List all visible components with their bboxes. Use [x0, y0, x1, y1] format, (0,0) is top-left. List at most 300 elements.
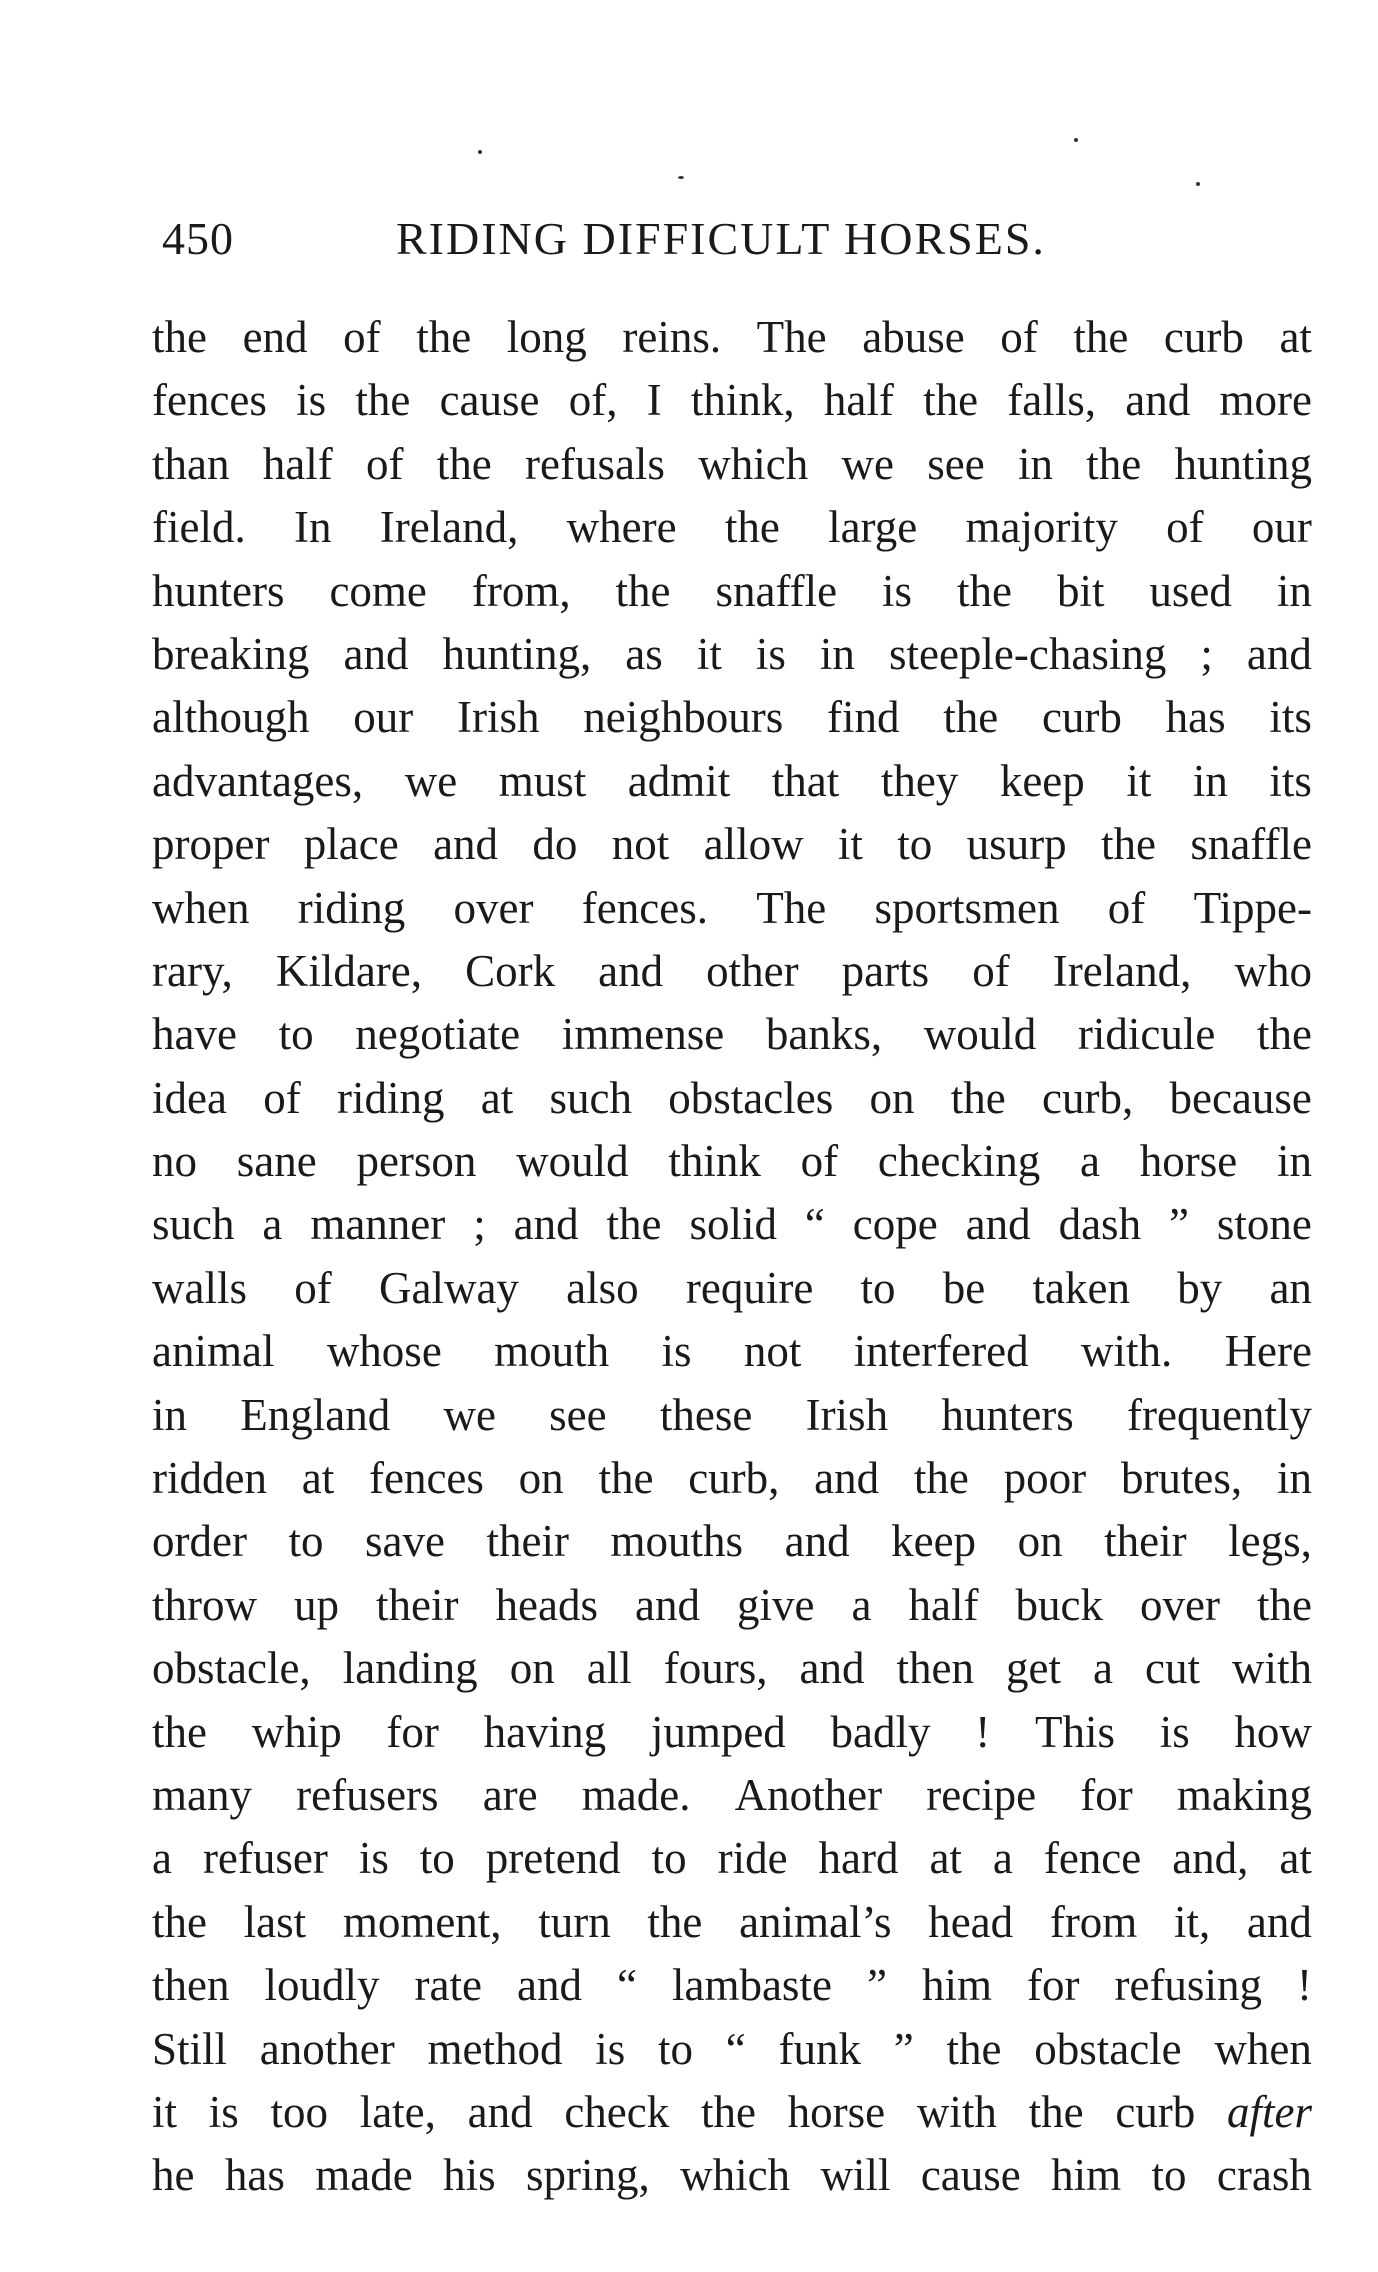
word: ridicule: [1077, 1009, 1216, 1060]
word: with.: [1080, 1326, 1173, 1377]
word: obstacles: [668, 1072, 834, 1123]
word: an: [1269, 1262, 1312, 1313]
word: dash: [1058, 1199, 1142, 1250]
text-line: [152, 750, 1312, 813]
text-line: [152, 1954, 1312, 2017]
word: immense: [561, 1009, 725, 1060]
text-line: [152, 1574, 1312, 1637]
word: field.: [152, 502, 246, 553]
word: on: [518, 1453, 564, 1504]
word: cause: [439, 375, 540, 426]
word: manner: [310, 1199, 446, 1250]
word: end: [242, 312, 308, 362]
word: Cork: [465, 945, 556, 996]
word: hunting: [1174, 438, 1312, 489]
word: a: [992, 1833, 1013, 1884]
word: the: [724, 502, 780, 553]
running-head: [162, 212, 1312, 272]
word: up: [294, 1579, 340, 1630]
word: the: [943, 692, 999, 743]
word: legs,: [1228, 1516, 1312, 1567]
word: ”: [1169, 1199, 1189, 1250]
word: and: [1246, 1896, 1312, 1947]
word: many: [152, 1769, 252, 1820]
word: large: [828, 502, 918, 553]
word: is: [1159, 1706, 1190, 1757]
word: its: [1269, 692, 1312, 743]
body-text: [152, 306, 1312, 2208]
word: made: [315, 2150, 413, 2201]
word: a: [1092, 1643, 1113, 1694]
word: England: [240, 1389, 391, 1440]
text-line: [152, 1827, 1312, 1890]
word: Here: [1224, 1326, 1312, 1377]
word: parts: [841, 945, 930, 996]
word: throw: [152, 1579, 257, 1630]
word: which: [698, 438, 809, 489]
word: when: [1214, 2023, 1312, 2074]
word: has: [1165, 692, 1226, 743]
word: poor: [1003, 1453, 1087, 1504]
word: it: [1126, 755, 1152, 806]
word: must: [498, 755, 587, 806]
word: sportsmen: [874, 882, 1060, 933]
word: more: [1219, 375, 1312, 426]
word: hunters: [152, 565, 285, 616]
word: find: [826, 692, 900, 743]
word: hard: [818, 1833, 899, 1884]
word: in: [1276, 1136, 1312, 1187]
word: at: [1279, 1833, 1312, 1884]
word: as: [625, 628, 663, 679]
word: it: [696, 628, 722, 679]
word: the: [923, 375, 979, 426]
word: other: [706, 945, 799, 996]
word: check: [564, 2086, 670, 2137]
word: and,: [1172, 1833, 1249, 1884]
word: and: [784, 1516, 850, 1567]
word: in: [1192, 755, 1228, 806]
word: keep: [891, 1516, 977, 1567]
word: who: [1234, 945, 1312, 996]
word: having: [483, 1706, 607, 1757]
word: riding: [336, 1072, 445, 1123]
word: will: [820, 2150, 891, 2201]
word: cause: [920, 2150, 1021, 2201]
scan-speck: [478, 150, 482, 154]
word: ridden: [152, 1453, 267, 1504]
word: is: [661, 1326, 692, 1377]
word: on: [869, 1072, 915, 1123]
word: badly: [830, 1706, 931, 1757]
word: on: [1017, 1516, 1063, 1567]
word: him: [1051, 2150, 1122, 2201]
word: cope: [852, 1199, 938, 1250]
word: at: [929, 1833, 962, 1884]
word: curb: [1115, 2086, 1196, 2137]
word: no: [152, 1136, 197, 1187]
word: curb,: [1042, 1072, 1134, 1123]
word: of: [800, 1136, 839, 1187]
text-line: [152, 496, 1312, 559]
word: “: [725, 2023, 746, 2074]
word: recipe: [926, 1769, 1037, 1820]
word: fences.: [581, 882, 708, 933]
word: it: [837, 819, 863, 870]
word: interfered: [853, 1326, 1029, 1377]
word: I: [646, 375, 662, 426]
word: in: [152, 1389, 188, 1440]
word: see: [927, 438, 985, 489]
word: fences: [368, 1453, 484, 1504]
word: over: [453, 882, 534, 933]
word: with: [916, 2086, 997, 2137]
word: the: [700, 2086, 756, 2137]
text-line: [152, 940, 1312, 1003]
word: the: [615, 565, 671, 616]
word: the: [1086, 438, 1142, 489]
word: in: [1276, 565, 1312, 616]
word: of: [294, 1262, 332, 1313]
word: is: [755, 628, 786, 679]
word: Still: [152, 2023, 228, 2074]
word: and: [814, 1453, 880, 1504]
word: to: [278, 1009, 314, 1060]
word: get: [1005, 1643, 1061, 1694]
word: Irish: [805, 1389, 889, 1440]
scan-speck: [1196, 182, 1200, 186]
word: is: [595, 2023, 626, 2074]
word: proper: [152, 819, 270, 870]
word: of: [1107, 882, 1146, 933]
word: landing: [342, 1643, 478, 1694]
word: neighbours: [583, 692, 784, 743]
word: because: [1169, 1072, 1312, 1123]
word: our: [1251, 502, 1312, 553]
word: fences: [152, 375, 267, 426]
word: the: [416, 312, 472, 362]
word: how: [1234, 1706, 1312, 1757]
word: mouths: [610, 1516, 744, 1567]
word: Another: [734, 1769, 883, 1820]
word: pretend: [485, 1833, 621, 1884]
text-line: [152, 1257, 1312, 1320]
word: In: [293, 502, 332, 553]
word: the: [598, 1453, 654, 1504]
text-line: [152, 433, 1312, 496]
word: do: [532, 819, 578, 870]
text-line: [152, 2081, 1312, 2144]
word: ;: [1200, 628, 1213, 679]
word: refusing: [1114, 1960, 1262, 2011]
word: The: [756, 312, 827, 362]
word: of: [1000, 312, 1038, 362]
word: allow: [703, 819, 804, 870]
word: he: [152, 2150, 195, 2201]
word: they: [880, 755, 959, 806]
word: with: [1231, 1643, 1312, 1694]
word: by: [1177, 1262, 1223, 1313]
text-line: [152, 1384, 1312, 1447]
word: cut: [1144, 1643, 1200, 1694]
word: the: [1256, 1009, 1312, 1060]
word: ride: [717, 1833, 788, 1884]
text-line: [152, 1891, 1312, 1954]
word: the: [1028, 2086, 1084, 2137]
word: such: [152, 1199, 235, 1250]
word: the: [1100, 819, 1156, 870]
word: place: [303, 819, 399, 870]
word: whose: [326, 1326, 442, 1377]
word: heads: [495, 1579, 598, 1630]
word: spring,: [525, 2150, 650, 2201]
word: then: [896, 1643, 974, 1694]
word: a: [152, 1833, 172, 1884]
word: Ireland,: [1052, 945, 1192, 996]
word: curb,: [688, 1453, 780, 1504]
word: snaffle: [1190, 819, 1312, 870]
word: of: [1166, 502, 1204, 553]
word: our: [353, 692, 414, 743]
word: curb: [1041, 692, 1122, 743]
word: curb: [1163, 312, 1244, 362]
word: when: [152, 882, 250, 933]
word: not: [743, 1326, 802, 1377]
text-line: [152, 560, 1312, 623]
word: a: [851, 1579, 872, 1630]
word: fours,: [663, 1643, 768, 1694]
text-line: [152, 2144, 1312, 2207]
word: reins.: [622, 312, 722, 362]
word: and: [433, 819, 499, 870]
word: the: [436, 438, 492, 489]
word: save: [365, 1516, 445, 1567]
text-line: [152, 306, 1312, 369]
word: bit: [1056, 565, 1105, 616]
word: the: [1073, 312, 1129, 362]
word: obstacle: [1034, 2023, 1182, 2074]
word: over: [1139, 1579, 1220, 1630]
word: refusals: [525, 438, 665, 489]
word: “: [616, 1960, 637, 2011]
word: made.: [581, 1769, 691, 1820]
word: would: [516, 1136, 629, 1187]
word: horse: [1139, 1136, 1238, 1187]
word: breaking: [152, 628, 310, 679]
word: then: [152, 1960, 230, 2011]
word: order: [152, 1516, 247, 1567]
text-line: [152, 1637, 1312, 1700]
word: the: [950, 1072, 1006, 1123]
word: refusers: [296, 1769, 439, 1820]
word: funk: [778, 2023, 861, 2074]
word: the: [1256, 1579, 1312, 1630]
word: and: [343, 628, 409, 679]
word: taken: [1032, 1262, 1130, 1313]
scan-speck: [678, 176, 684, 179]
text-line: [152, 1130, 1312, 1193]
word: to: [1151, 2150, 1187, 2201]
text-line: [152, 813, 1312, 876]
word: The: [756, 882, 827, 933]
word: also: [566, 1262, 639, 1313]
word: sane: [236, 1136, 317, 1187]
word: the: [152, 1706, 207, 1757]
word: head: [928, 1896, 1014, 1947]
word: and: [598, 945, 664, 996]
text-line: [152, 1193, 1312, 1256]
word: of: [972, 945, 1010, 996]
word: its: [1269, 755, 1312, 806]
word: such: [549, 1072, 632, 1123]
word: give: [737, 1579, 815, 1630]
text-line: [152, 1320, 1312, 1383]
word: majority: [965, 502, 1118, 553]
word: late,: [359, 2086, 436, 2137]
word: in: [1276, 1453, 1312, 1504]
word: riding: [297, 882, 406, 933]
word: “: [804, 1199, 825, 1250]
word: moment,: [342, 1896, 502, 1947]
word: at: [1279, 312, 1312, 362]
word: falls,: [1007, 375, 1097, 426]
word: is: [882, 565, 913, 616]
word: to: [288, 1516, 324, 1567]
word: snaffle: [715, 565, 838, 616]
word: mouth: [494, 1326, 610, 1377]
word: method: [427, 2023, 563, 2074]
word: ”: [866, 1960, 887, 2011]
word: require: [685, 1262, 814, 1313]
word: Irish: [456, 692, 540, 743]
word: banks,: [765, 1009, 883, 1060]
word: and: [516, 1960, 582, 2011]
word: !: [1296, 1960, 1312, 2011]
word: jumped: [650, 1706, 786, 1757]
word: we: [443, 1389, 496, 1440]
word: their: [1104, 1516, 1187, 1567]
word: has: [224, 2150, 285, 2201]
word: last: [243, 1896, 307, 1947]
text-line: [152, 1003, 1312, 1066]
word: rary,: [152, 945, 233, 996]
word: of: [365, 438, 404, 489]
word: the: [355, 375, 411, 426]
word: is: [208, 2086, 239, 2137]
word: for: [386, 1706, 439, 1757]
word: the: [913, 1453, 969, 1504]
word: half: [262, 438, 333, 489]
word: negotiate: [355, 1009, 521, 1060]
word: used: [1149, 565, 1232, 616]
word: horse: [787, 2086, 886, 2137]
word: the: [152, 312, 207, 362]
word: abuse: [862, 312, 965, 362]
word: checking: [877, 1136, 1041, 1187]
word: after: [1227, 2086, 1312, 2137]
word: buck: [1015, 1579, 1103, 1630]
word: rate: [414, 1960, 482, 2011]
word: ;: [473, 1199, 486, 1250]
word: come: [329, 565, 427, 616]
word: in: [1017, 438, 1053, 489]
scan-speck: [1074, 138, 1078, 142]
word: animal: [152, 1326, 275, 1377]
word: for: [1080, 1769, 1133, 1820]
word: This: [1034, 1706, 1115, 1757]
word: and: [467, 2086, 533, 2137]
word: not: [611, 819, 670, 870]
word: at: [301, 1453, 335, 1504]
word: making: [1176, 1769, 1312, 1820]
word: too: [270, 2086, 328, 2137]
running-title: RIDING DIFFICULT HORSES.: [396, 213, 1046, 264]
word: the: [957, 565, 1012, 616]
word: at: [480, 1072, 514, 1123]
text-line: [152, 1447, 1312, 1510]
word: keep: [999, 755, 1085, 806]
page-number: 450: [162, 213, 234, 264]
word: from,: [471, 565, 571, 616]
text-line: [152, 877, 1312, 940]
word: fence: [1043, 1833, 1142, 1884]
word: to: [897, 819, 933, 870]
word: think: [668, 1136, 761, 1187]
word: Ireland,: [379, 502, 519, 553]
word: lambaste: [671, 1960, 832, 2011]
word: are: [482, 1769, 538, 1820]
word: their: [486, 1516, 569, 1567]
word: and: [513, 1199, 579, 1250]
word: !: [975, 1706, 991, 1757]
word: we: [841, 438, 894, 489]
word: where: [566, 502, 677, 553]
text-line: [152, 1067, 1312, 1130]
word: from: [1049, 1896, 1138, 1947]
word: idea: [152, 1072, 227, 1123]
word: to: [419, 1833, 455, 1884]
word: think,: [690, 375, 795, 426]
word: crash: [1216, 2150, 1312, 2201]
word: long: [506, 312, 587, 362]
word: ”: [893, 2023, 914, 2074]
word: animal’s: [739, 1896, 892, 1947]
word: than: [152, 438, 230, 489]
word: hunting,: [442, 628, 592, 679]
word: a: [262, 1199, 283, 1250]
word: their: [376, 1579, 459, 1630]
word: all: [586, 1643, 632, 1694]
word: in: [819, 628, 855, 679]
word: be: [942, 1262, 986, 1313]
word: that: [771, 755, 840, 806]
text-line: [152, 1701, 1312, 1764]
text-line: [152, 623, 1312, 686]
word: and: [1246, 628, 1312, 679]
word: walls: [152, 1262, 247, 1313]
word: obstacle,: [152, 1643, 311, 1694]
word: see: [549, 1389, 607, 1440]
word: although: [152, 692, 310, 743]
word: solid: [689, 1199, 777, 1250]
word: half: [823, 375, 894, 426]
word: loudly: [264, 1960, 380, 2011]
word: we: [404, 755, 458, 806]
word: another: [259, 2023, 395, 2074]
word: on: [509, 1643, 555, 1694]
word: usurp: [966, 819, 1067, 870]
text-line: [152, 686, 1312, 749]
